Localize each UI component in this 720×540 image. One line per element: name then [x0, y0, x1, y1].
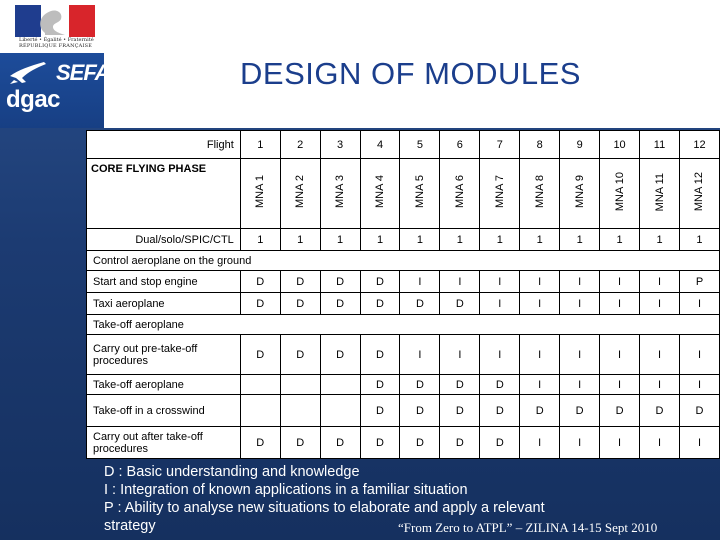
module-name: MNA 12 — [693, 172, 706, 212]
module-header — [360, 159, 400, 229]
module-name: MNA 3 — [334, 175, 347, 209]
legend-i: I : Integration of known applications in a familiar situation — [104, 482, 468, 498]
cell-value: I — [520, 427, 560, 459]
flight-number: 7 — [480, 131, 520, 159]
table-row — [87, 375, 720, 395]
cell-value: D — [560, 395, 600, 427]
cell-value: I — [600, 271, 640, 293]
cell-value: I — [520, 271, 560, 293]
cell-value: D — [280, 427, 320, 459]
cell-value — [280, 375, 320, 395]
row-label: Carry out after take-off procedures — [87, 427, 241, 459]
section-title: Control aeroplane on the ground — [87, 251, 720, 271]
flight-number: 11 — [640, 131, 680, 159]
dual-value: 1 — [520, 229, 560, 251]
cell-value: I — [679, 335, 719, 375]
cell-value: I — [400, 271, 440, 293]
module-header — [280, 159, 320, 229]
cell-value: D — [400, 427, 440, 459]
table-row — [87, 395, 720, 427]
module-header — [400, 159, 440, 229]
cell-value: D — [480, 427, 520, 459]
cell-value: I — [600, 427, 640, 459]
cell-value: D — [480, 395, 520, 427]
cell-value: I — [600, 293, 640, 315]
cell-value: D — [320, 427, 360, 459]
cell-value: D — [679, 395, 719, 427]
page-title: DESIGN OF MODULES — [240, 56, 581, 91]
cell-value — [280, 395, 320, 427]
cell-value: I — [560, 335, 600, 375]
cell-value: I — [560, 271, 600, 293]
flight-number: 12 — [679, 131, 719, 159]
flight-row — [87, 131, 720, 159]
republique-francaise-logo — [5, 3, 101, 53]
cell-value: I — [679, 375, 719, 395]
cell-value: D — [240, 271, 280, 293]
cell-value: I — [480, 293, 520, 315]
flight-number: 5 — [400, 131, 440, 159]
dual-value: 1 — [280, 229, 320, 251]
cell-value: I — [480, 271, 520, 293]
cell-value: D — [480, 375, 520, 395]
module-name: MNA 9 — [573, 175, 586, 209]
dual-label: Dual/solo/SPIC/CTL — [87, 229, 241, 251]
module-name: MNA 7 — [493, 175, 506, 209]
cell-value: I — [640, 375, 680, 395]
cell-value: I — [600, 375, 640, 395]
cell-value: I — [560, 427, 600, 459]
dual-value: 1 — [360, 229, 400, 251]
cell-value: D — [440, 293, 480, 315]
cell-value: I — [640, 335, 680, 375]
section-title: Take-off aeroplane — [87, 315, 720, 335]
dual-value: 1 — [600, 229, 640, 251]
cell-value: I — [640, 427, 680, 459]
cell-value: I — [520, 335, 560, 375]
marianne-emblem-icon — [15, 5, 95, 37]
cell-value: I — [480, 335, 520, 375]
cell-value: D — [440, 395, 480, 427]
cell-value: I — [440, 271, 480, 293]
module-header — [520, 159, 560, 229]
cell-value: D — [280, 271, 320, 293]
cell-value: I — [600, 335, 640, 375]
flight-number: 6 — [440, 131, 480, 159]
sefa-logo: SEFA — [56, 60, 110, 85]
seal-republique: RÉPUBLIQUE FRANÇAISE — [19, 43, 93, 49]
cell-value: I — [640, 293, 680, 315]
cell-value: D — [440, 427, 480, 459]
module-header — [320, 159, 360, 229]
cell-value: I — [640, 271, 680, 293]
cell-value: I — [440, 335, 480, 375]
dual-value: 1 — [400, 229, 440, 251]
module-name: MNA 10 — [613, 172, 626, 212]
cell-value: D — [360, 293, 400, 315]
row-label: Take-off in a crosswind — [87, 395, 241, 427]
cell-value: D — [320, 335, 360, 375]
cell-value: D — [520, 395, 560, 427]
dual-value: 1 — [679, 229, 719, 251]
module-header — [560, 159, 600, 229]
table-row — [87, 271, 720, 293]
flight-number: 10 — [600, 131, 640, 159]
dgac-logo: dgac — [6, 86, 61, 113]
cell-value: D — [400, 293, 440, 315]
modules-table — [86, 130, 720, 459]
row-label: Start and stop engine — [87, 271, 241, 293]
module-header — [640, 159, 680, 229]
legend-d: D : Basic understanding and knowledge — [104, 464, 360, 480]
cell-value: I — [560, 293, 600, 315]
legend-p: P : Ability to analyse new situations to elaborate and apply a relevant — [104, 500, 545, 516]
table-row — [87, 427, 720, 459]
cell-value: I — [679, 293, 719, 315]
dual-value: 1 — [480, 229, 520, 251]
cell-value: D — [360, 271, 400, 293]
row-label: Take-off aeroplane — [87, 375, 241, 395]
cell-value: I — [679, 427, 719, 459]
cell-value: D — [360, 395, 400, 427]
cell-value: D — [240, 335, 280, 375]
cell-value: D — [280, 293, 320, 315]
dual-value: 1 — [320, 229, 360, 251]
cell-value: D — [360, 427, 400, 459]
module-name: MNA 5 — [413, 175, 426, 209]
module-header — [240, 159, 280, 229]
cell-value — [320, 375, 360, 395]
section-row — [87, 251, 720, 271]
cell-value: I — [400, 335, 440, 375]
cell-value — [320, 395, 360, 427]
flight-number: 9 — [560, 131, 600, 159]
module-header — [600, 159, 640, 229]
module-name: MNA 6 — [453, 175, 466, 209]
dual-value: 1 — [440, 229, 480, 251]
cell-value: I — [560, 375, 600, 395]
module-header — [440, 159, 480, 229]
flight-number: 4 — [360, 131, 400, 159]
module-name: MNA 4 — [374, 175, 387, 209]
cell-value: D — [320, 293, 360, 315]
dual-value: 1 — [240, 229, 280, 251]
cell-value: D — [640, 395, 680, 427]
cell-value: I — [520, 293, 560, 315]
core-flying-phase-label: CORE FLYING PHASE — [87, 159, 241, 229]
module-row — [87, 159, 720, 229]
dual-row — [87, 229, 720, 251]
cell-value: D — [280, 335, 320, 375]
module-header — [480, 159, 520, 229]
table-row — [87, 335, 720, 375]
flight-number: 1 — [240, 131, 280, 159]
cell-value: D — [440, 375, 480, 395]
module-name: MNA 11 — [653, 172, 666, 212]
cell-value: D — [400, 395, 440, 427]
cell-value — [240, 395, 280, 427]
module-name: MNA 2 — [294, 175, 307, 209]
flight-number: 8 — [520, 131, 560, 159]
footer-citation: “From Zero to ATPL” – ZILINA 14-15 Sept 2010 — [398, 520, 658, 535]
module-name: MNA 1 — [254, 175, 267, 209]
cell-value: D — [360, 335, 400, 375]
module-name: MNA 8 — [533, 175, 546, 209]
cell-value: D — [240, 427, 280, 459]
flight-number: 2 — [280, 131, 320, 159]
legend-p-cont: strategy — [104, 518, 156, 534]
cell-value: D — [360, 375, 400, 395]
cell-value: D — [400, 375, 440, 395]
cell-value: D — [240, 293, 280, 315]
row-label: Carry out pre-take-off procedures — [87, 335, 241, 375]
cell-value — [240, 375, 280, 395]
cell-value: D — [600, 395, 640, 427]
cell-value: D — [320, 271, 360, 293]
flight-number: 3 — [320, 131, 360, 159]
airplane-icon — [8, 58, 48, 84]
cell-value: I — [520, 375, 560, 395]
dual-value: 1 — [560, 229, 600, 251]
row-label: Taxi aeroplane — [87, 293, 241, 315]
section-row — [87, 315, 720, 335]
table-row — [87, 293, 720, 315]
dual-value: 1 — [640, 229, 680, 251]
modules-table-container — [86, 130, 720, 459]
module-header — [679, 159, 719, 229]
cell-value: P — [679, 271, 719, 293]
seal-motto: Liberté • Égalité • Fraternité — [19, 37, 94, 43]
flight-label: Flight — [87, 131, 241, 159]
